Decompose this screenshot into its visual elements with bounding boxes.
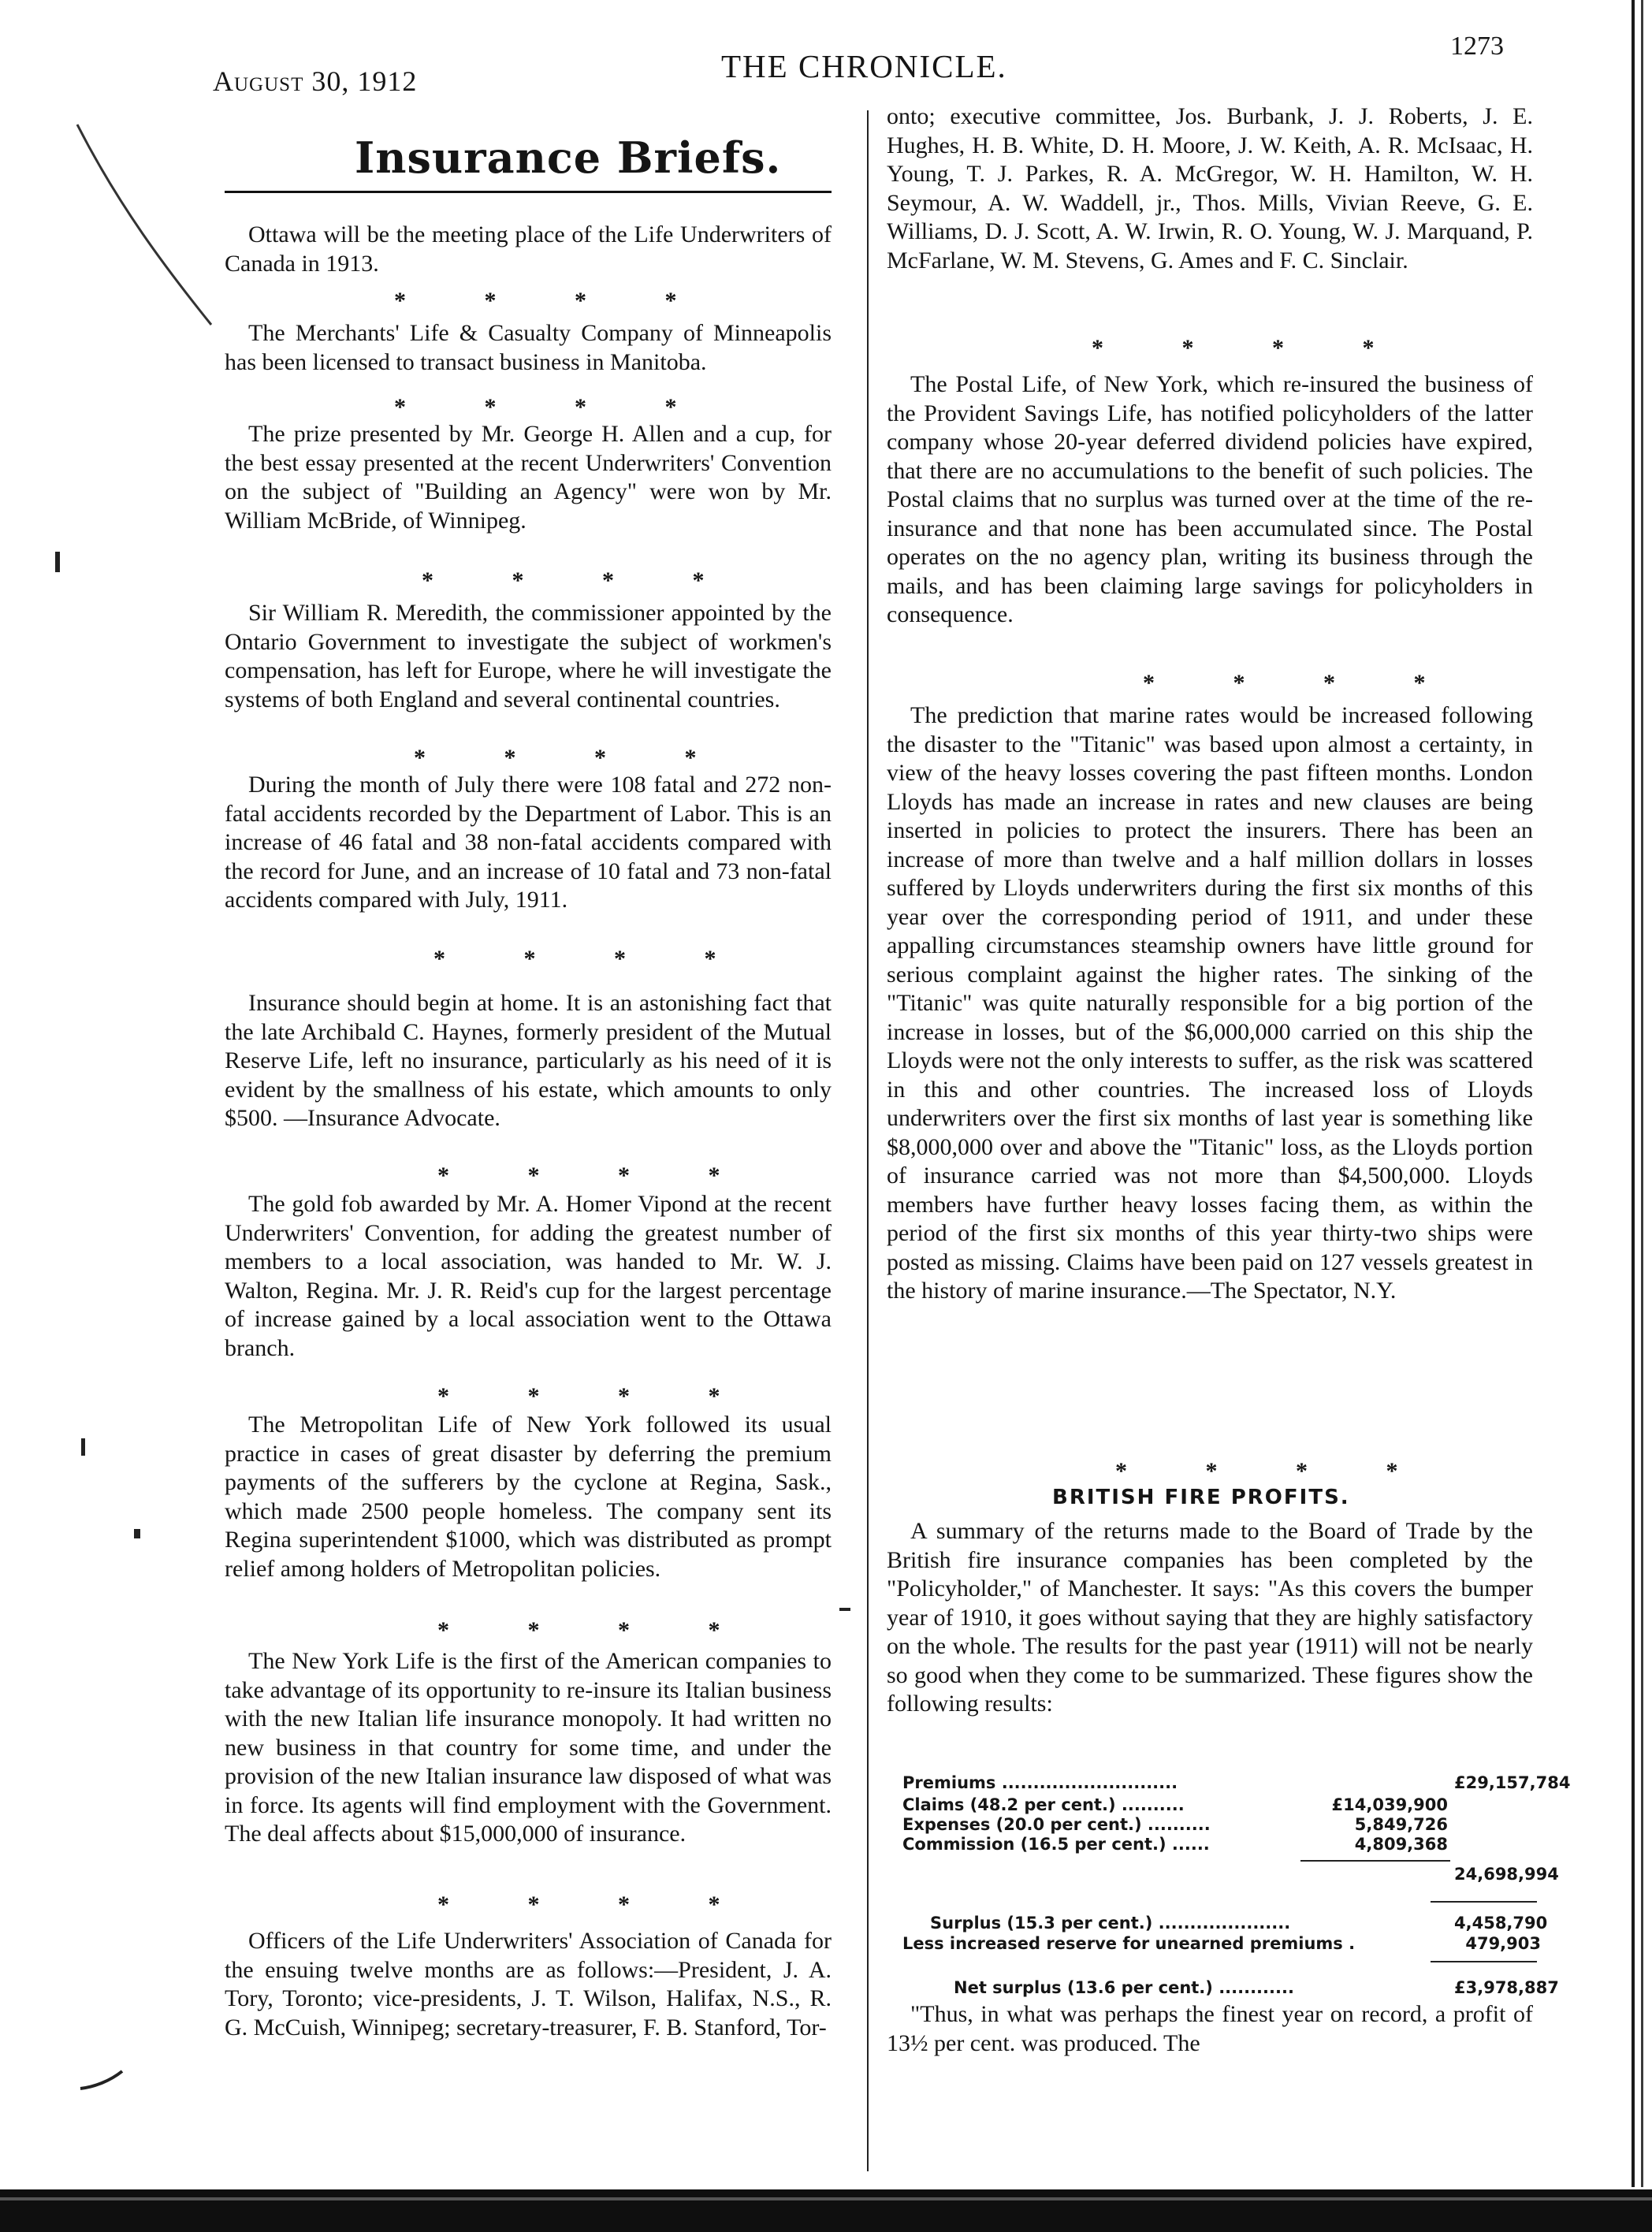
figure-row [902, 1795, 1533, 1816]
page-number: 1273 [1450, 32, 1504, 61]
page-edge-shadow [1632, 0, 1635, 2187]
separator-stars: * * * * [437, 1383, 757, 1409]
margin-mark [55, 552, 60, 572]
publication-title: THE CHRONICLE. [721, 48, 1007, 84]
figure-amount: £29,157,784 [1454, 1773, 1571, 1792]
figure-row [902, 1865, 1559, 1885]
pencil-mark [71, 118, 229, 331]
brief-paragraph: Sir William R. Meredith, the commissioner appointed by the Ontario Government to investigate the subject of workmen's compensation, has left for Europe, where he will investigate the systems of both England and several continental countries. [225, 600, 832, 712]
brief-paragraph: The Merchants' Life & Casualty Company of Minneapolis has been licensed to transact business in Manitoba. [225, 320, 832, 375]
page-edge-shadow [1641, 0, 1643, 2187]
figure-row [902, 1835, 1533, 1855]
figure-subamount: 4,809,368 [1354, 1835, 1448, 1854]
sum-rule [1431, 1961, 1537, 1962]
scan-bottom-band [0, 2189, 1652, 2232]
separator-stars: * * * * [1115, 1458, 1434, 1484]
brief-paragraph: Ottawa will be the meeting place of the Life Underwriters of Canada in 1913. [225, 221, 832, 277]
figure-amount: 4,458,790 [1454, 1914, 1548, 1933]
brief-paragraph: The prize presented by Mr. George H. Allen and a cup, for the best essay presented at the recent Underwriters' Convention on the subject of "Building an Agency" were won by Mr. William McBride, of Winnipeg. [225, 421, 832, 534]
separator-stars: * * * * [414, 745, 733, 771]
section-title: Insurance Briefs. [355, 132, 782, 183]
separator-stars: * * * * [1143, 670, 1462, 696]
figure-row [902, 1934, 1541, 1955]
figure-row [902, 1815, 1533, 1836]
figure-amount: £3,978,887 [1454, 1978, 1559, 1997]
brief-paragraph: During the month of July there were 108 fatal and 272 non-fatal accidents recorded by the Department of Labor. This is an increase of 46 fatal and 38 non-fatal accidents compared with the record for June, and an increase of 10 fatal and 73 non-fatal accidents compared with July, 1911. [225, 772, 832, 913]
separator-stars: * * * * [394, 288, 713, 314]
figure-subamount: £14,039,900 [1331, 1795, 1448, 1814]
margin-mark [81, 1438, 85, 1456]
figure-label: Surplus (15.3 per cent.) ..................... [930, 1914, 1291, 1933]
separator-stars: * * * * [433, 946, 753, 972]
figure-row [902, 1978, 1559, 1999]
figure-subamount: 5,849,726 [1354, 1815, 1448, 1834]
brief-paragraph: Officers of the Life Underwriters' Association of Canada for the ensuing twelve months are as follows:—President, J. A. Tory, Toronto; vice-presidents, J. T. Wilson, Halifax, N.S., R. G. McCuish, Winnipeg; secretary-treasurer, F. B. Stanford, Tor- [225, 1928, 832, 2040]
column-divider [867, 110, 869, 2171]
brief-paragraph: The gold fob awarded by Mr. A. Homer Vipond at the recent Underwriters' Convention, for adding the greatest number of members to a local association, was handed to Mr. W. J. Walton, Regina. Mr. J. R. Reid's cup for the largest percentage of increase gained by a local association went to the Ottawa branch. [225, 1191, 832, 1361]
issue-date: August 30, 1912 [213, 65, 418, 97]
brief-paragraph: The Metropolitan Life of New York followed its usual practice in cases of great disaster by deferring the premium payments of the sufferers by the cyclone at Regina, Sask., which made 2500 people homeless. The company sent its Regina superintendent $1000, which was distributed as prompt relief among holders of Metropolitan policies. [225, 1412, 832, 1582]
separator-stars: * * * * [437, 1162, 757, 1189]
figure-label: Claims (48.2 per cent.) .......... [902, 1795, 1185, 1814]
figure-row [902, 1914, 1548, 1934]
separator-stars: * * * * [1092, 335, 1411, 361]
figure-label: Premiums ............................ [902, 1773, 1178, 1792]
figure-label: Expenses (20.0 per cent.) .......... [902, 1815, 1211, 1834]
sum-rule [1300, 1860, 1450, 1862]
figure-label: Net surplus (13.6 per cent.) ............ [954, 1978, 1294, 1997]
figure-amount: 24,698,994 [1454, 1865, 1559, 1884]
separator-stars: * * * * [422, 567, 741, 593]
separator-stars: * * * * [437, 1617, 757, 1643]
brief-paragraph: The Postal Life, of New York, which re-insured the business of the Provident Savings Life, has notified policyholders of the latter company whose 20-year deferred dividend policies have expired, that there are no accumulations to the benefit of such policies. The Postal claims that no surplus was turned over at the time of the re-insurance and that none has been accumulated since. The Postal operates on the no agency plan, writing its business through the mails, and has been claiming large savings for policyholders in consequence. [887, 371, 1533, 627]
separator-stars: * * * * [437, 1892, 757, 1918]
title-rule [225, 191, 832, 193]
brief-paragraph: Insurance should begin at home. It is an astonishing fact that the late Archibald C. Haynes, formerly president of the Mutual Reserve Life, left no insurance, particularly as his need of it is evident by the smallness of his estate, which amounts to only $500. —Insurance Advocate. [225, 990, 832, 1131]
figure-label: Commission (16.5 per cent.) ...... [902, 1835, 1210, 1854]
figure-label: Less increased reserve for unearned premiums . [902, 1934, 1356, 1953]
brief-paragraph: The New York Life is the first of the American companies to take advantage of its opportunity to re-insure its Italian business with the new Italian life insurance monopoly. It had written no new business in that country for some time, and under the provision of the new Italian insurance law disposed of what was in force. Its agents will find employment with the Government. The deal affects about $15,000,000 of insurance. [225, 1648, 832, 1847]
brief-paragraph-continued: onto; executive committee, Jos. Burbank, J. J. Roberts, J. E. Hughes, H. B. White, D. H. Moore, J. W. Keith, A. R. McIsaac, H. Young, T. J. Parkes, R. A. McGregor, W. H. Hamilton, W. H. Seymour, A. W. Waddell, jr., Thos. Mills, Vivian Reeve, G. E. Williams, D. J. Scott, A. W. Irwin, R. O. Young, W. J. Marquand, P. McFarlane, W. M. Stevens, G. Ames and F. C. Sinclair. [887, 103, 1533, 273]
margin-mark [79, 2065, 126, 2096]
brief-paragraph: The prediction that marine rates would be increased following the disaster to the "Titanic" was based upon almost a certainty, in view of the heavy losses covering the past fifteen months. London Lloyds has made an increase in rates and new clauses are being inserted in policies to protect the insurers. There has been an increase of more than twelve and a half million dollars in losses suffered by Lloyds underwriters during the first six months of this year over the corresponding period of 1911, and under these appalling circumstances steamship owners have little ground for serious complaint against the higher rates. The sinking of the "Titanic" was quite naturally responsible for a big portion of the increase in losses, but of the $6,000,000 carried on this ship the Lloyds were not the only interests to suffer, as the risk was scattered in this and other countries. The increased loss of Lloyds underwriters over the first six months of last year is something like $8,000,000 over and above the "Titanic" loss, as the Lloyds portion of insurance carried was not more than $4,500,000. Lloyds members have further heavy losses facing them, as within the period of the first six months of this year thirty-two ships were posted as missing. Claims have been paid on 127 vessels greatest in the history of marine insurance.—The Spectator, N.Y. [887, 702, 1533, 1304]
brief-paragraph: A summary of the returns made to the Board of Trade by the British fire insurance companies has been completed by the "Policyholder," of Manchester. It says: "As this covers the bumper year of 1910, it goes without saying that they are highly satisfactory on the whole. The results for the past year (1911) will not be nearly so good when they come to be summarized. These figures show the following results: [887, 1518, 1533, 1717]
figure-amount: 479,903 [1465, 1934, 1541, 1953]
margin-mark [839, 1608, 850, 1611]
separator-stars: * * * * [394, 394, 713, 420]
margin-mark [134, 1529, 140, 1538]
sum-rule [1431, 1901, 1537, 1903]
brief-paragraph: "Thus, in what was perhaps the finest year on record, a profit of 13½ per cent. was produced. The [887, 2001, 1533, 2056]
figure-row [902, 1773, 1571, 1794]
subsection-heading: BRITISH FIRE PROFITS. [1052, 1486, 1350, 1509]
